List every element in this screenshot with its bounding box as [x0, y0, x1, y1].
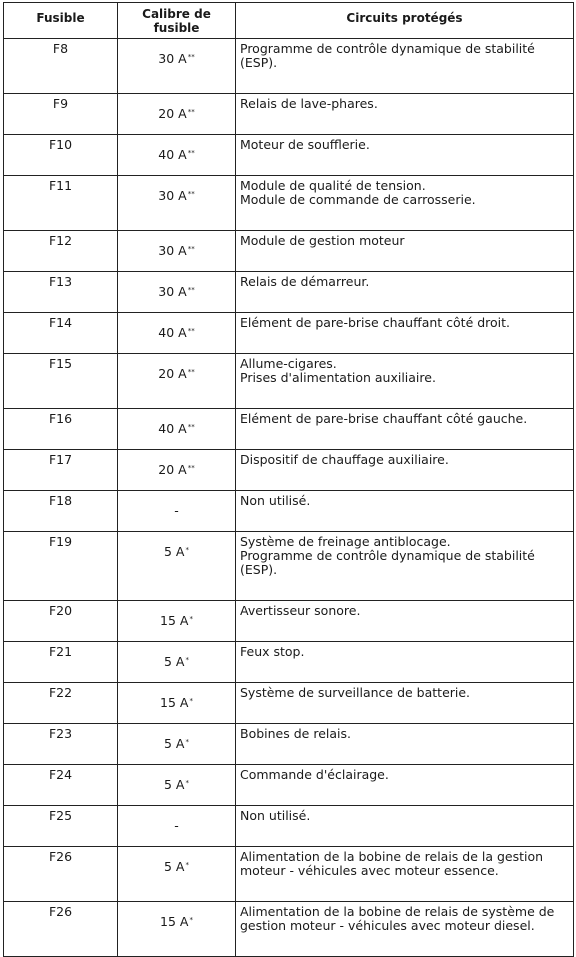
fuse-id: F9	[4, 94, 118, 135]
fuse-id: F16	[4, 409, 118, 450]
fuse-rating-value: 40 A	[158, 147, 187, 162]
fuse-rating	[118, 765, 236, 806]
table-row	[4, 847, 574, 902]
fuse-id: F23	[4, 724, 118, 765]
table-row	[4, 450, 574, 491]
fuse-id: F24	[4, 765, 118, 806]
fuse-rating	[118, 94, 236, 135]
fuse-rating	[118, 272, 236, 313]
fuse-rating-value: -	[174, 503, 179, 518]
fuse-rating-value: 5 A	[164, 544, 185, 559]
protected-circuit: Avertisseur sonore.	[236, 601, 574, 642]
fuse-rating	[118, 601, 236, 642]
table-row	[4, 135, 574, 176]
fuse-rating-value: 15 A	[160, 695, 189, 710]
fuse-rating	[118, 313, 236, 354]
fuse-rating-value: 40 A	[158, 421, 187, 436]
table-row	[4, 176, 574, 231]
table-row	[4, 765, 574, 806]
footnote-mark: **	[187, 423, 195, 431]
fuse-rating-value: 30 A	[158, 188, 187, 203]
fuse-rating	[118, 683, 236, 724]
fuse-rating	[118, 39, 236, 94]
protected-circuit: Non utilisé.	[236, 806, 574, 847]
footnote-mark: **	[187, 108, 195, 116]
fuse-rating	[118, 806, 236, 847]
table-row	[4, 642, 574, 683]
footnote-mark: **	[187, 368, 195, 376]
table-row	[4, 683, 574, 724]
table-row	[4, 532, 574, 601]
fuse-rating-value: 15 A	[160, 613, 189, 628]
footnote-mark: **	[187, 149, 195, 157]
footnote-mark: *	[189, 615, 193, 623]
table-row	[4, 231, 574, 272]
protected-circuit: Elément de pare-brise chauffant côté gauche.	[236, 409, 574, 450]
table-row	[4, 601, 574, 642]
table-row	[4, 94, 574, 135]
fuse-rating	[118, 176, 236, 231]
protected-circuit: Bobines de relais.	[236, 724, 574, 765]
fuse-id: F19	[4, 532, 118, 601]
footnote-mark: **	[187, 464, 195, 472]
table-row	[4, 39, 574, 94]
table-row	[4, 806, 574, 847]
fuse-rating	[118, 135, 236, 176]
header-circuits: Circuits protégés	[236, 3, 574, 39]
fuse-id: F13	[4, 272, 118, 313]
fuse-rating-value: 30 A	[158, 51, 187, 66]
fuse-rating	[118, 642, 236, 683]
fuse-rating-value: 40 A	[158, 325, 187, 340]
footnote-mark: **	[187, 190, 195, 198]
fuse-id: F22	[4, 683, 118, 724]
table-row	[4, 491, 574, 532]
fuse-rating	[118, 409, 236, 450]
fuse-rating-value: 30 A	[158, 284, 187, 299]
table-row	[4, 409, 574, 450]
protected-circuit: Système de surveillance de batterie.	[236, 683, 574, 724]
table-row	[4, 724, 574, 765]
footnote-mark: **	[187, 53, 195, 61]
fuse-rating	[118, 847, 236, 902]
table-row	[4, 354, 574, 409]
protected-circuit: Alimentation de la bobine de relais de système de gestion moteur - véhicules avec moteur diesel.	[236, 902, 574, 957]
footnote-mark: *	[185, 861, 189, 869]
fuse-id: F11	[4, 176, 118, 231]
fuse-rating	[118, 491, 236, 532]
table-row	[4, 272, 574, 313]
fuse-rating-value: 5 A	[164, 654, 185, 669]
protected-circuit: Feux stop.	[236, 642, 574, 683]
fuse-rating	[118, 724, 236, 765]
fuse-rating-value: 30 A	[158, 243, 187, 258]
fuse-rating	[118, 902, 236, 957]
fuse-rating-value: 20 A	[158, 106, 187, 121]
protected-circuit: Système de freinage antiblocage. Programme de contrôle dynamique de stabilité (ESP).	[236, 532, 574, 601]
protected-circuit: Module de gestion moteur	[236, 231, 574, 272]
protected-circuit: Non utilisé.	[236, 491, 574, 532]
fuse-rating	[118, 450, 236, 491]
fuse-rating-value: 5 A	[164, 736, 185, 751]
fuse-rating-value: 20 A	[158, 462, 187, 477]
fuse-id: F21	[4, 642, 118, 683]
fuse-id: F12	[4, 231, 118, 272]
protected-circuit: Relais de démarreur.	[236, 272, 574, 313]
protected-circuit: Elément de pare-brise chauffant côté droit.	[236, 313, 574, 354]
protected-circuit: Commande d'éclairage.	[236, 765, 574, 806]
table-row	[4, 902, 574, 957]
fuse-id: F15	[4, 354, 118, 409]
fuse-rating-value: -	[174, 818, 179, 833]
fuse-rating	[118, 231, 236, 272]
protected-circuit: Moteur de soufflerie.	[236, 135, 574, 176]
fuse-id: F26	[4, 847, 118, 902]
fuse-rating-value: 15 A	[160, 914, 189, 929]
fuse-id: F8	[4, 39, 118, 94]
fuse-id: F10	[4, 135, 118, 176]
footnote-mark: **	[187, 286, 195, 294]
footnote-mark: *	[185, 779, 189, 787]
header-rating: Calibre de fusible	[118, 3, 236, 39]
fuse-table	[3, 2, 574, 957]
fuse-rating-value: 5 A	[164, 859, 185, 874]
table-header-row	[4, 3, 574, 39]
protected-circuit: Dispositif de chauffage auxiliaire.	[236, 450, 574, 491]
fuse-rating-value: 5 A	[164, 777, 185, 792]
protected-circuit: Relais de lave-phares.	[236, 94, 574, 135]
fuse-id: F17	[4, 450, 118, 491]
header-fuse: Fusible	[4, 3, 118, 39]
fuse-id: F25	[4, 806, 118, 847]
footnote-mark: *	[189, 916, 193, 924]
fuse-id: F20	[4, 601, 118, 642]
protected-circuit: Module de qualité de tension. Module de commande de carrosserie.	[236, 176, 574, 231]
protected-circuit: Alimentation de la bobine de relais de la gestion moteur - véhicules avec moteur essence.	[236, 847, 574, 902]
footnote-mark: **	[187, 327, 195, 335]
fuse-rating	[118, 354, 236, 409]
fuse-id: F14	[4, 313, 118, 354]
footnote-mark: *	[185, 546, 189, 554]
footnote-mark: **	[187, 245, 195, 253]
footnote-mark: *	[185, 738, 189, 746]
footnote-mark: *	[189, 697, 193, 705]
fuse-rating	[118, 532, 236, 601]
table-row	[4, 313, 574, 354]
footnote-mark: *	[185, 656, 189, 664]
fuse-id: F26	[4, 902, 118, 957]
table-body	[4, 39, 574, 957]
protected-circuit: Allume-cigares. Prises d'alimentation auxiliaire.	[236, 354, 574, 409]
protected-circuit: Programme de contrôle dynamique de stabilité (ESP).	[236, 39, 574, 94]
fuse-id: F18	[4, 491, 118, 532]
fuse-rating-value: 20 A	[158, 366, 187, 381]
